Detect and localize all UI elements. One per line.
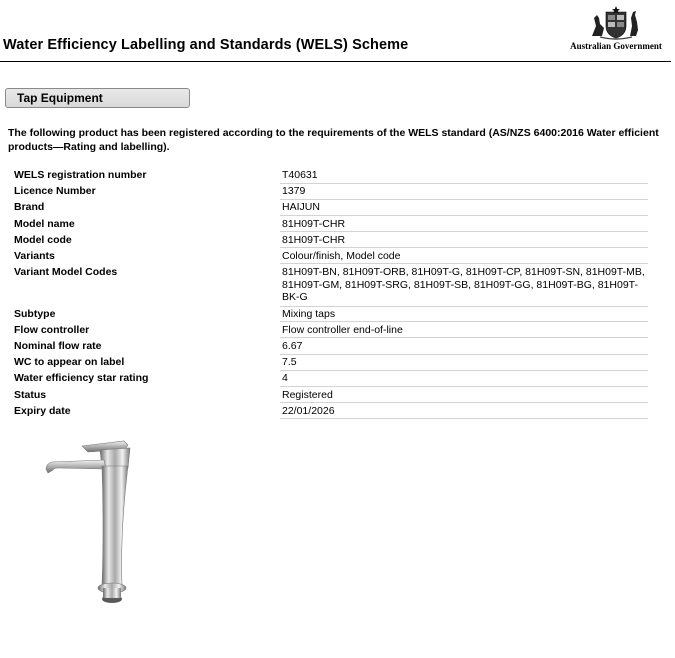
detail-value: T40631 bbox=[280, 169, 648, 184]
detail-value: 4 bbox=[280, 372, 648, 387]
coat-of-arms-icon bbox=[586, 6, 646, 40]
detail-row bbox=[0, 232, 675, 248]
detail-value: Colour/finish, Model code bbox=[280, 250, 648, 265]
detail-label: WELS registration number bbox=[14, 169, 147, 181]
detail-label: Model code bbox=[14, 233, 72, 246]
detail-row bbox=[0, 264, 675, 306]
basin-mixer-tap-icon bbox=[38, 436, 138, 606]
section-title: Tap Equipment bbox=[17, 91, 103, 105]
detail-label: Nominal flow rate bbox=[14, 340, 102, 352]
government-logo bbox=[566, 6, 666, 58]
detail-row bbox=[0, 216, 675, 232]
detail-row bbox=[0, 354, 675, 370]
detail-label: WC to appear on label bbox=[14, 356, 125, 369]
detail-label: Variant Model Codes bbox=[14, 266, 118, 279]
detail-row bbox=[0, 183, 675, 199]
detail-row bbox=[0, 387, 675, 403]
detail-label: Expiry date bbox=[14, 404, 71, 417]
detail-label: Status bbox=[14, 388, 47, 401]
details-table bbox=[0, 167, 675, 419]
page-title: Water Efficiency Labelling and Standards (WELS) Scheme bbox=[3, 37, 409, 53]
detail-value: 81H09T-BN, 81H09T-ORB, 81H09T-G, 81H09T-CP, 81H09T-SN, 81H09T-MB, 81H09T-GM, 81H09T-SRG, 81H09T-SB, 81H09T-GG, 81H09T-BG, 81H09T-BK-G bbox=[280, 266, 648, 307]
detail-value: Registered bbox=[280, 389, 648, 404]
detail-row bbox=[0, 322, 675, 338]
detail-value: Mixing taps bbox=[280, 308, 648, 323]
detail-label: Variants bbox=[14, 249, 55, 262]
detail-label: Brand bbox=[14, 201, 45, 214]
detail-row bbox=[0, 338, 675, 354]
detail-value: 7.5 bbox=[280, 356, 648, 371]
detail-row bbox=[0, 403, 675, 419]
detail-value: 81H09T-CHR bbox=[280, 234, 648, 249]
detail-row bbox=[0, 199, 675, 215]
section-header bbox=[5, 88, 190, 108]
detail-label: Licence Number bbox=[14, 185, 96, 198]
detail-row bbox=[0, 370, 675, 386]
detail-row bbox=[0, 167, 675, 183]
detail-value: 81H09T-CHR bbox=[280, 218, 648, 233]
detail-label: Flow controller bbox=[14, 323, 90, 336]
government-label: Australian Government bbox=[570, 41, 662, 51]
detail-label: Water efficiency star rating bbox=[14, 372, 149, 385]
detail-value: HAIJUN bbox=[280, 201, 648, 216]
detail-row bbox=[0, 248, 675, 264]
detail-value: Flow controller end-of-line bbox=[280, 324, 648, 339]
detail-value: 1379 bbox=[280, 185, 648, 200]
header-divider bbox=[0, 61, 671, 62]
intro-text: The following product has been registered according to the requirements of the WELS standard (AS/NZS 6400:2016 Water efficient products—Rating and labelling). bbox=[8, 127, 659, 153]
detail-value: 6.67 bbox=[280, 340, 648, 355]
detail-label: Model name bbox=[14, 217, 75, 230]
detail-value: 22/01/2026 bbox=[280, 405, 648, 420]
detail-row bbox=[0, 306, 675, 322]
detail-label: Subtype bbox=[14, 307, 56, 320]
